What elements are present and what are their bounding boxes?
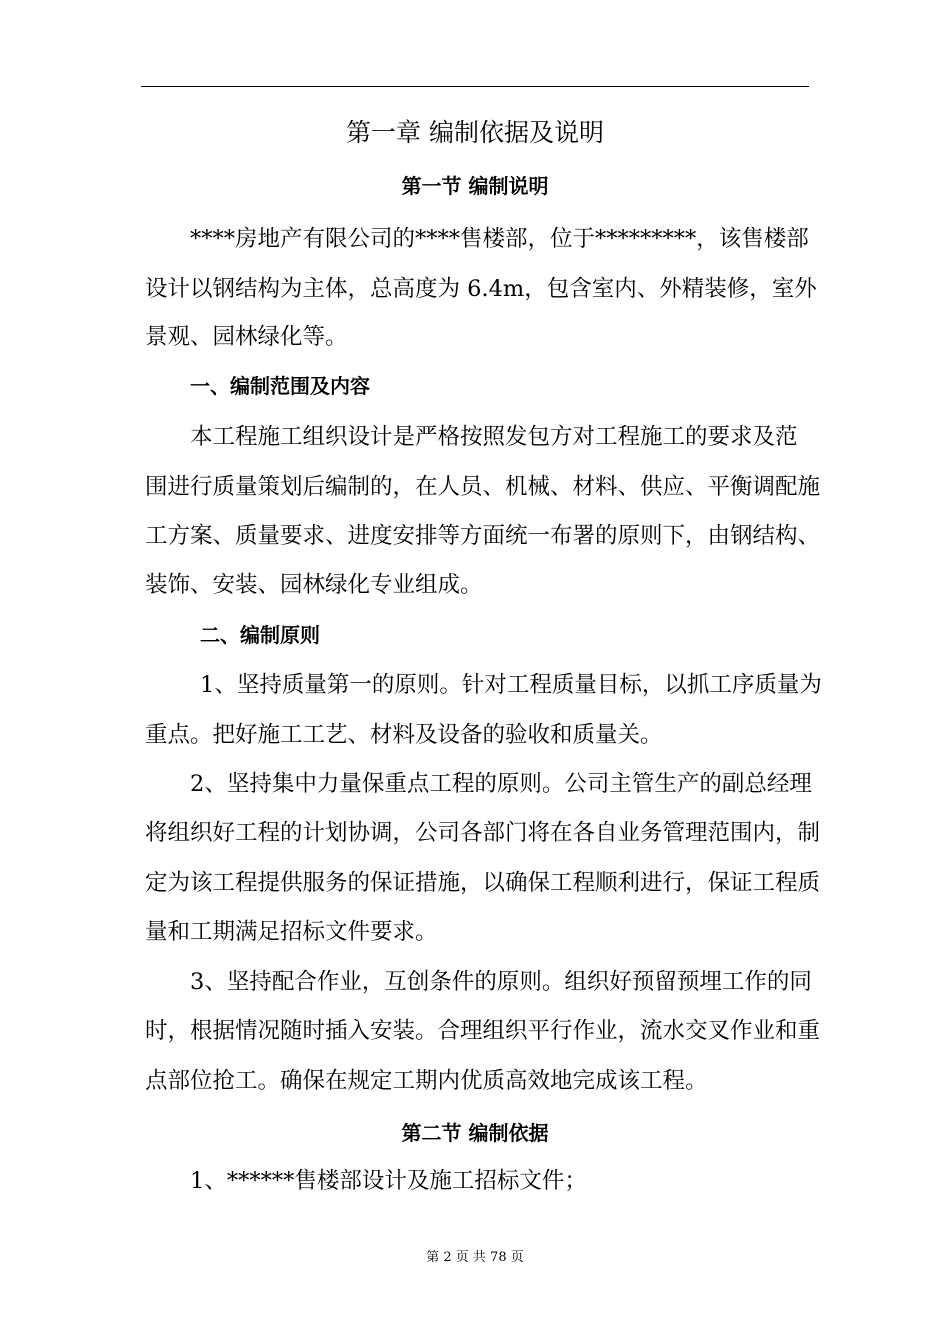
scope-line: 工方案、质量要求、进度安排等方面统一布署的原则下，由钢结构、 (145, 523, 821, 549)
section-title-1: 第一节 编制说明 (401, 174, 549, 198)
page-footer: 第 2 页 共 78 页 (426, 1250, 524, 1265)
scope-line: 本工程施工组织设计是严格按照发包方对工程施工的要求及范 (190, 424, 798, 450)
section-title-2: 第二节 编制依据 (401, 1121, 549, 1145)
principle-line: 1、坚持质量第一的原则。针对工程质量目标，以抓工序质量为 (200, 672, 822, 698)
scope-line: 围进行质量策划后编制的，在人员、机械、材料、供应、平衡调配施 (145, 474, 821, 500)
basis-item: 1、******售楼部设计及施工招标文件； (190, 1168, 587, 1194)
intro-line: ****房地产有限公司的****售楼部，位于*********，该售楼部 (190, 226, 809, 252)
principle-line: 点部位抢工。确保在规定工期内优质高效地完成该工程。 (145, 1068, 708, 1094)
heading-principles: 二、编制原则 (200, 623, 320, 647)
principle-line: 时，根据情况随时插入安装。合理组织平行作业，流水交叉作业和重 (145, 1018, 821, 1044)
header-rule (141, 86, 809, 87)
principle-line: 量和工期满足招标文件要求。 (145, 919, 438, 945)
intro-line: 景观、园林绿化等。 (145, 324, 348, 350)
principle-line: 2、坚持集中力量保重点工程的原则。公司主管生产的副总经理 (190, 771, 812, 797)
principle-line: 将组织好工程的计划协调，公司各部门将在各自业务管理范围内，制 (145, 820, 821, 846)
chapter-title: 第一章 编制依据及说明 (346, 118, 604, 147)
heading-scope: 一、编制范围及内容 (190, 374, 370, 398)
intro-line: 设计以钢结构为主体，总高度为 6.4m，包含室内、外精装修，室外 (145, 276, 817, 302)
principle-line: 定为该工程提供服务的保证措施，以确保工程顺利进行，保证工程质 (145, 870, 821, 896)
principle-line: 重点。把好施工工艺、材料及设备的验收和质量关。 (145, 722, 663, 748)
principle-line: 3、坚持配合作业，互创条件的原则。组织好预留预埋工作的同 (190, 969, 812, 995)
scope-line: 装饰、安装、园林绿化专业组成。 (145, 572, 483, 598)
